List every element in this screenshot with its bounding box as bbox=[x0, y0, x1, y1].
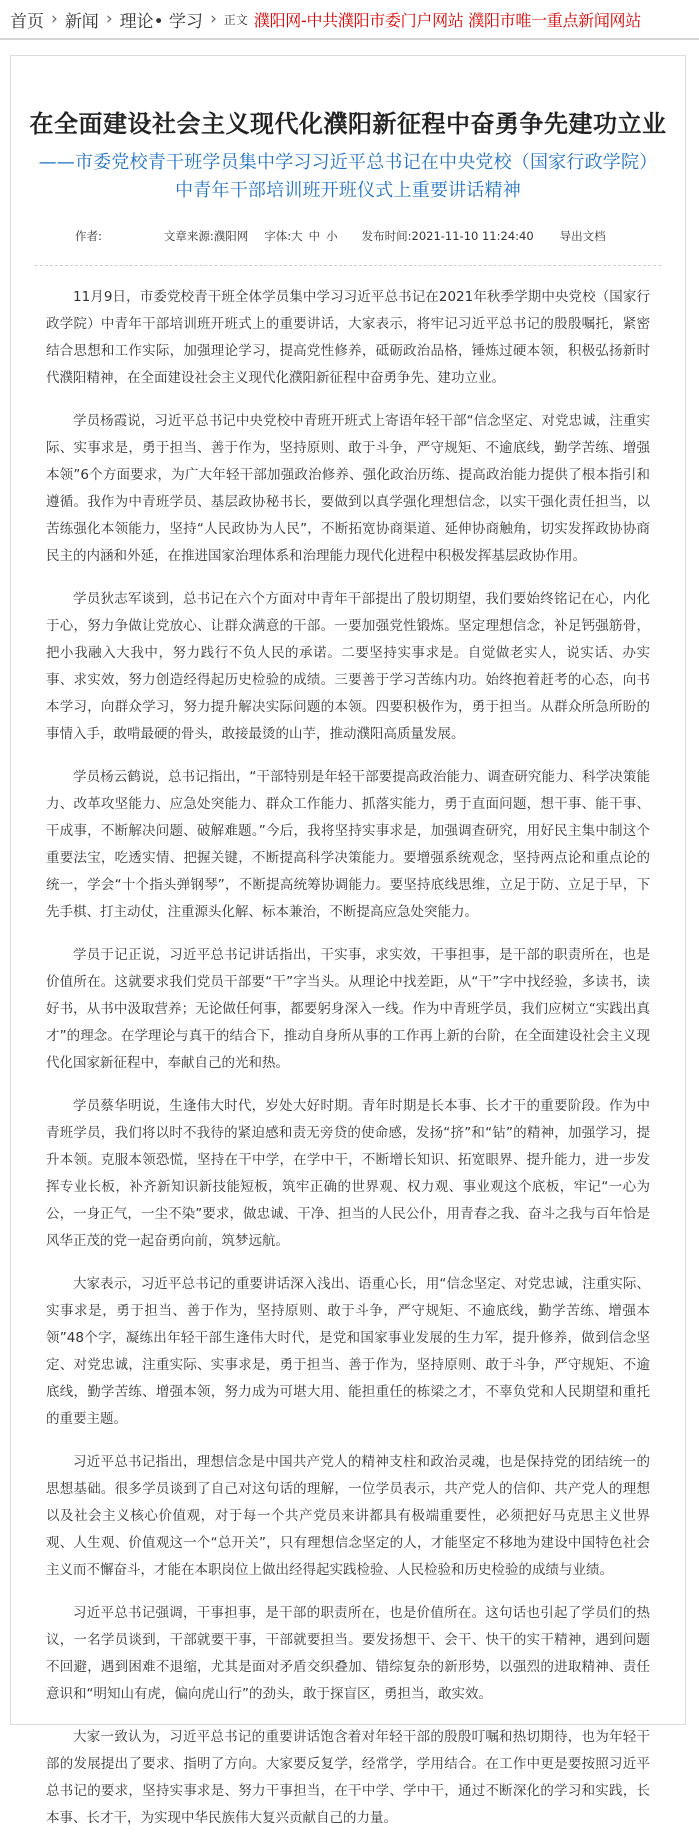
paragraph: 学员杨云鹤说，总书记指出，“干部特别是年轻干部要提高政治能力、调查研究能力、科学决策能力、改革攻坚能力、应急处突能力、群众工作能力、抓落实能力，勇于直面问题，想干事、能干事、干成事，不断解决问题、破解难题。”今后，我将坚持实事求是，加强调查研究，用好民主集中制这个重要法宝，吃透实情、把握关键，不断提高科学决策能力。要增强系统观念，坚持两点论和重点论的统一，学会“十个指头弹钢琴”，不断提高统筹协调能力。要坚持底线思维，立足于防、立足于早，下先手棋、打主动仗，注重源头化解、标本兼治，不断提高应急处突能力。 bbox=[46, 769, 650, 920]
paragraph: 11月9日，市委党校青干班全体学员集中学习习近平总书记在2021年秋季学期中央党校（国家行政学院）中青年干部培训班开班式上的重要讲话，大家表示，将牢记习近平总书记的殷殷嘱托，紧密结合思想和工作实际，加强理论学习，提高党性修养，砥砺政治品格，锤炼过硬本领，积极弘扬新时代濮阳精神，在全面建设社会主义现代化濮阳新征程中奋勇争先、建功立业。 bbox=[46, 289, 650, 386]
breadcrumb-theory-link[interactable]: 理论• 学习 bbox=[119, 11, 204, 32]
article-meta bbox=[75, 227, 685, 245]
paragraph: 大家表示，习近平总书记的重要讲话深入浅出、语重心长，用“信念坚定、对党忠诚，注重实际、实事求是，勇于担当、善于作为，坚持原则、敢于斗争，严守规矩、不逾底线，勤学苦练、增强本领”48个字，凝练出年轻干部生逢伟大时代，是党和国家事业发展的生力军，提升修养，做到信念坚定、对党忠诚，注重实际、实事求是，勇于担当、善于作为，坚持原则、敢于斗争，严守规矩、不逾底线，勤学苦练、增强本领，努力成为可堪大用、能担重任的栋梁之才，不辜负党和人民期望和重托的重要主题。 bbox=[46, 1276, 650, 1427]
article-subtitle: ——市委党校青干班学员集中学习习近平总书记在中央党校（国家行政学院）中青年干部培训班开班仪式上重要讲话精神 bbox=[38, 152, 658, 201]
date-label: 发布时间: bbox=[361, 229, 412, 243]
article-title: 在全面建设社会主义现代化濮阳新征程中奋勇争先建功立业 bbox=[29, 110, 667, 138]
source-label: 文章来源: bbox=[163, 229, 214, 243]
export-document-button[interactable]: 导出文档 bbox=[559, 229, 606, 243]
paragraph: 习近平总书记指出，理想信念是中国共产党人的精神支柱和政治灵魂，也是保持党的团结统一的思想基础。很多学员谈到了自己对这句话的理解，一位学员表示，共产党人的信仰、共产党人的理想以及社会主义核心价值观，对于每一个共产党员来讲都具有极端重要性，必须把好马克思主义世界观、人生观、价值观这一个“总开关”，只有理想信念坚定的人，才能坚定不移地为建设中国特色社会主义而不懈奋斗，才能在本职岗位上做出经得起实践检验、人民检验和历史检验的成绩与业绩。 bbox=[46, 1454, 650, 1578]
date-value: 2021-11-10 11:24:40 bbox=[411, 229, 534, 243]
divider bbox=[35, 265, 661, 266]
breadcrumb-current: 正文 bbox=[223, 12, 248, 27]
source-value: 濮阳网 bbox=[213, 229, 249, 243]
font-large-button[interactable]: 大 bbox=[291, 229, 303, 243]
paragraph: 学员狄志军谈到，总书记在六个方面对中青年干部提出了殷切期望，我们要始终铭记在心，内化于心，努力争做让党放心、让群众满意的干部。一要加强党性锻炼。坚定理想信念，补足钙强筋骨，把小我融入大我中，努力践行不负人民的承诺。二要坚持实事求是。自觉做老实人，说实话、办实事、求实效，努力创造经得起历史检验的成绩。三要善于学习苦练内功。始终抱着赶考的心态，向书本学习，向群众学习，努力提升解决实际问题的本领。四要积极作为，勇于担当。从群众所急所盼的事情入手，敢啃最硬的骨头，敢接最烫的山芋，推动濮阳高质量发展。 bbox=[46, 591, 650, 742]
font-medium-button[interactable]: 中 bbox=[308, 229, 321, 243]
paragraph: 学员杨霞说，习近平总书记中央党校中青班开班式上寄语年轻干部“信念坚定、对党忠诚，注重实际、实事求是，勇于担当、善于作为，坚持原则、敢于斗争，严守规矩、不逾底线，勤学苦练、增强本领”6个方面要求，为广大年轻干部加强政治修养、强化政治历练、提高政治能力提供了根本指引和遵循。我作为中青班学员、基层政协秘书长，要做到以真学强化理想信念，以实干强化责任担当，以苦练强化本领能力，坚持“人民政协为人民”，不断拓宽协商渠道、延伸协商触角，切实发挥政协协商民主的内涵和外延，在推进国家治理体系和治理能力现代化进程中积极发挥基层政协作用。 bbox=[46, 413, 650, 564]
breadcrumb-separator-icon: › bbox=[210, 9, 217, 29]
font-size-label: 字体: bbox=[264, 229, 292, 243]
breadcrumb-home-link[interactable]: 首页 bbox=[10, 11, 44, 32]
author-label: 作者: bbox=[75, 229, 102, 243]
paragraph: 习近平总书记强调，干事担事，是干部的职责所在，也是价值所在。这句话也引起了学员们的热议，一名学员谈到，干部就要干事，干部就要担当。要发扬想干、会干、快干的实干精神，遇到问题不回避，遇到困难不退缩，尤其是面对矛盾交织叠加、错综复杂的新形势，以强烈的进取精神、责任意识和“明知山有虎，偏向虎山行”的劲头，敢于探盲区，勇担当，敢实效。 bbox=[46, 1605, 650, 1702]
breadcrumb-separator-icon: › bbox=[51, 9, 58, 29]
paragraph: 学员蔡华明说，生逢伟大时代，岁处大好时期。青年时期是长本事、长才干的重要阶段。作为中青班学员，我们将以时不我待的紧迫感和责无旁贷的使命感，发扬“挤”和“钻”的精神，加强学习，提升本领。克服本领恐慌，坚持在干中学，在学中干，不断增长知识、拓宽眼界、提升能力，进一步发挥专业长板，补齐新知识新技能短板，筑牢正确的世界观、权力观、事业观这个底板，牢记“一心为公，一身正气，一尘不染”要求，做忠诚、干净、担当的人民公仆，用青春之我、奋斗之我与百年恰是风华正茂的党一起奋勇向前，筑梦远航。 bbox=[46, 1098, 650, 1249]
paragraph: 大家一致认为，习近平总书记的重要讲话饱含着对年轻干部的殷殷叮嘱和热切期待，也为年轻干部的发展提出了要求、指明了方向。大家要反复学，经常学，学用结合。在工作中更是要按照习近平总书记的要求，坚持实事求是、努力干事担当，在干中学、学中干，通过不断深化的学习和实践，长本事、长才干，为实现中华民族伟大复兴贡献自己的力量。 bbox=[46, 1729, 650, 1826]
breadcrumb-news-link[interactable]: 新闻 bbox=[64, 11, 99, 32]
article-body bbox=[46, 284, 650, 1832]
font-small-button[interactable]: 小 bbox=[326, 229, 338, 243]
paragraph: 学员于记正说，习近平总书记讲话指出，干实事，求实效，干事担事，是干部的职责所在，也是价值所在。这就要求我们党员干部要“干”字当头。从理论中找差距，从“干”字中找经验，多读书，读好书，从书中汲取营养；无论做任何事，都要躬身深入一线。作为中青班学员，我们应树立“实践出真才”的理念。在学理论与真干的结合下，推动自身所从事的工作再上新的台阶，在全面建设社会主义现代化国家新征程中，奉献自己的光和热。 bbox=[46, 947, 650, 1071]
breadcrumb bbox=[0, 0, 699, 40]
breadcrumb-separator-icon: › bbox=[105, 9, 113, 29]
article-card bbox=[10, 55, 686, 1826]
site-banner-link[interactable]: 濮阳网-中共濮阳市委门户网站 濮阳市唯一重点新闻网站 bbox=[253, 10, 641, 30]
